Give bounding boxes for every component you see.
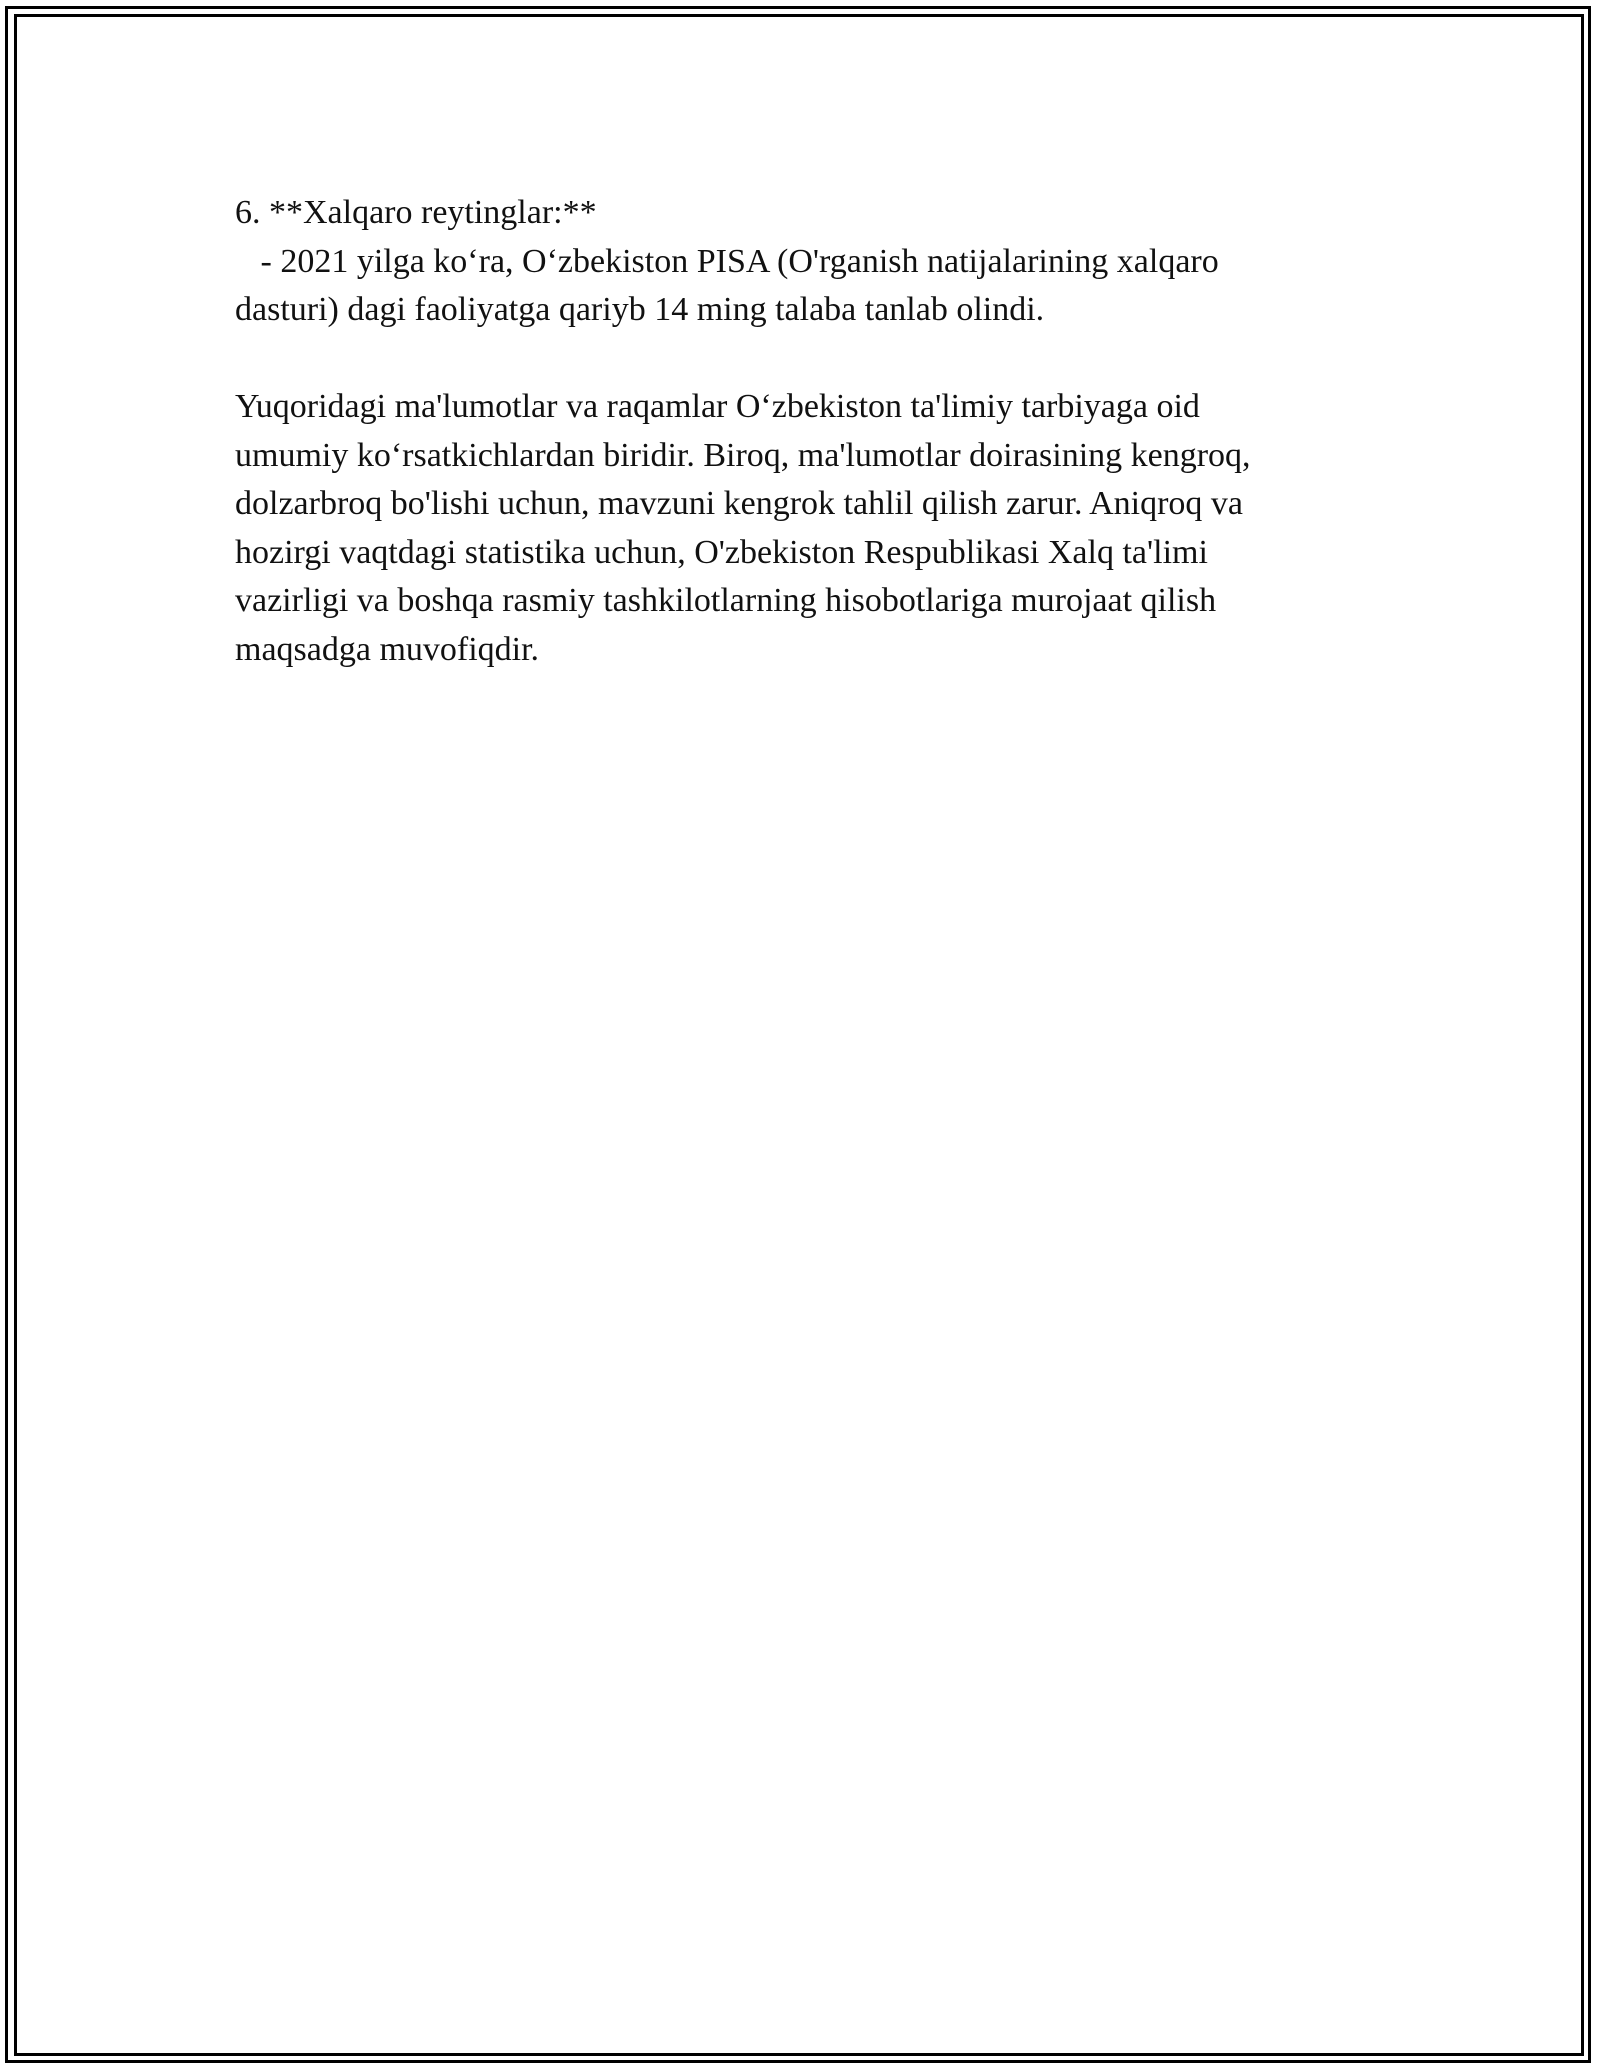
- document-body: [235, 189, 1365, 674]
- paragraph-line: Yuqoridagi ma'lumotlar va raqamlar O‘zbekiston ta'limiy tarbiyaga oid: [235, 388, 1200, 425]
- section-heading: 6. **Xalqaro reytinglar:**: [235, 194, 597, 231]
- paragraph-line: hozirgi vaqtdagi statistika uchun, O'zbekiston Respublikasi Xalq ta'limi: [235, 533, 1208, 571]
- paragraph-line: maqsadga muvofiqdir.: [235, 630, 540, 668]
- paragraph-gap: [235, 335, 1365, 384]
- paragraph-line: umumiy ko‘rsatkichlardan biridir. Biroq, ma'lumotlar doirasining kengroq,: [235, 436, 1251, 474]
- bullet-line: dasturi) dagi faoliyatga qariyb 14 ming talaba tanlab olindi.: [235, 291, 1045, 328]
- paragraph-line: vazirligi va boshqa rasmiy tashkilotlarning hisobotlariga murojaat qilish: [235, 582, 1217, 619]
- paragraph-line: dolzarbroq bo'lishi uchun, mavzuni kengrok tahlil qilish zarur. Aniqroq va: [235, 485, 1243, 522]
- bullet-line: - 2021 yilga ko‘ra, O‘zbekiston PISA (O'rganish natijalarining xalqaro: [235, 242, 1219, 280]
